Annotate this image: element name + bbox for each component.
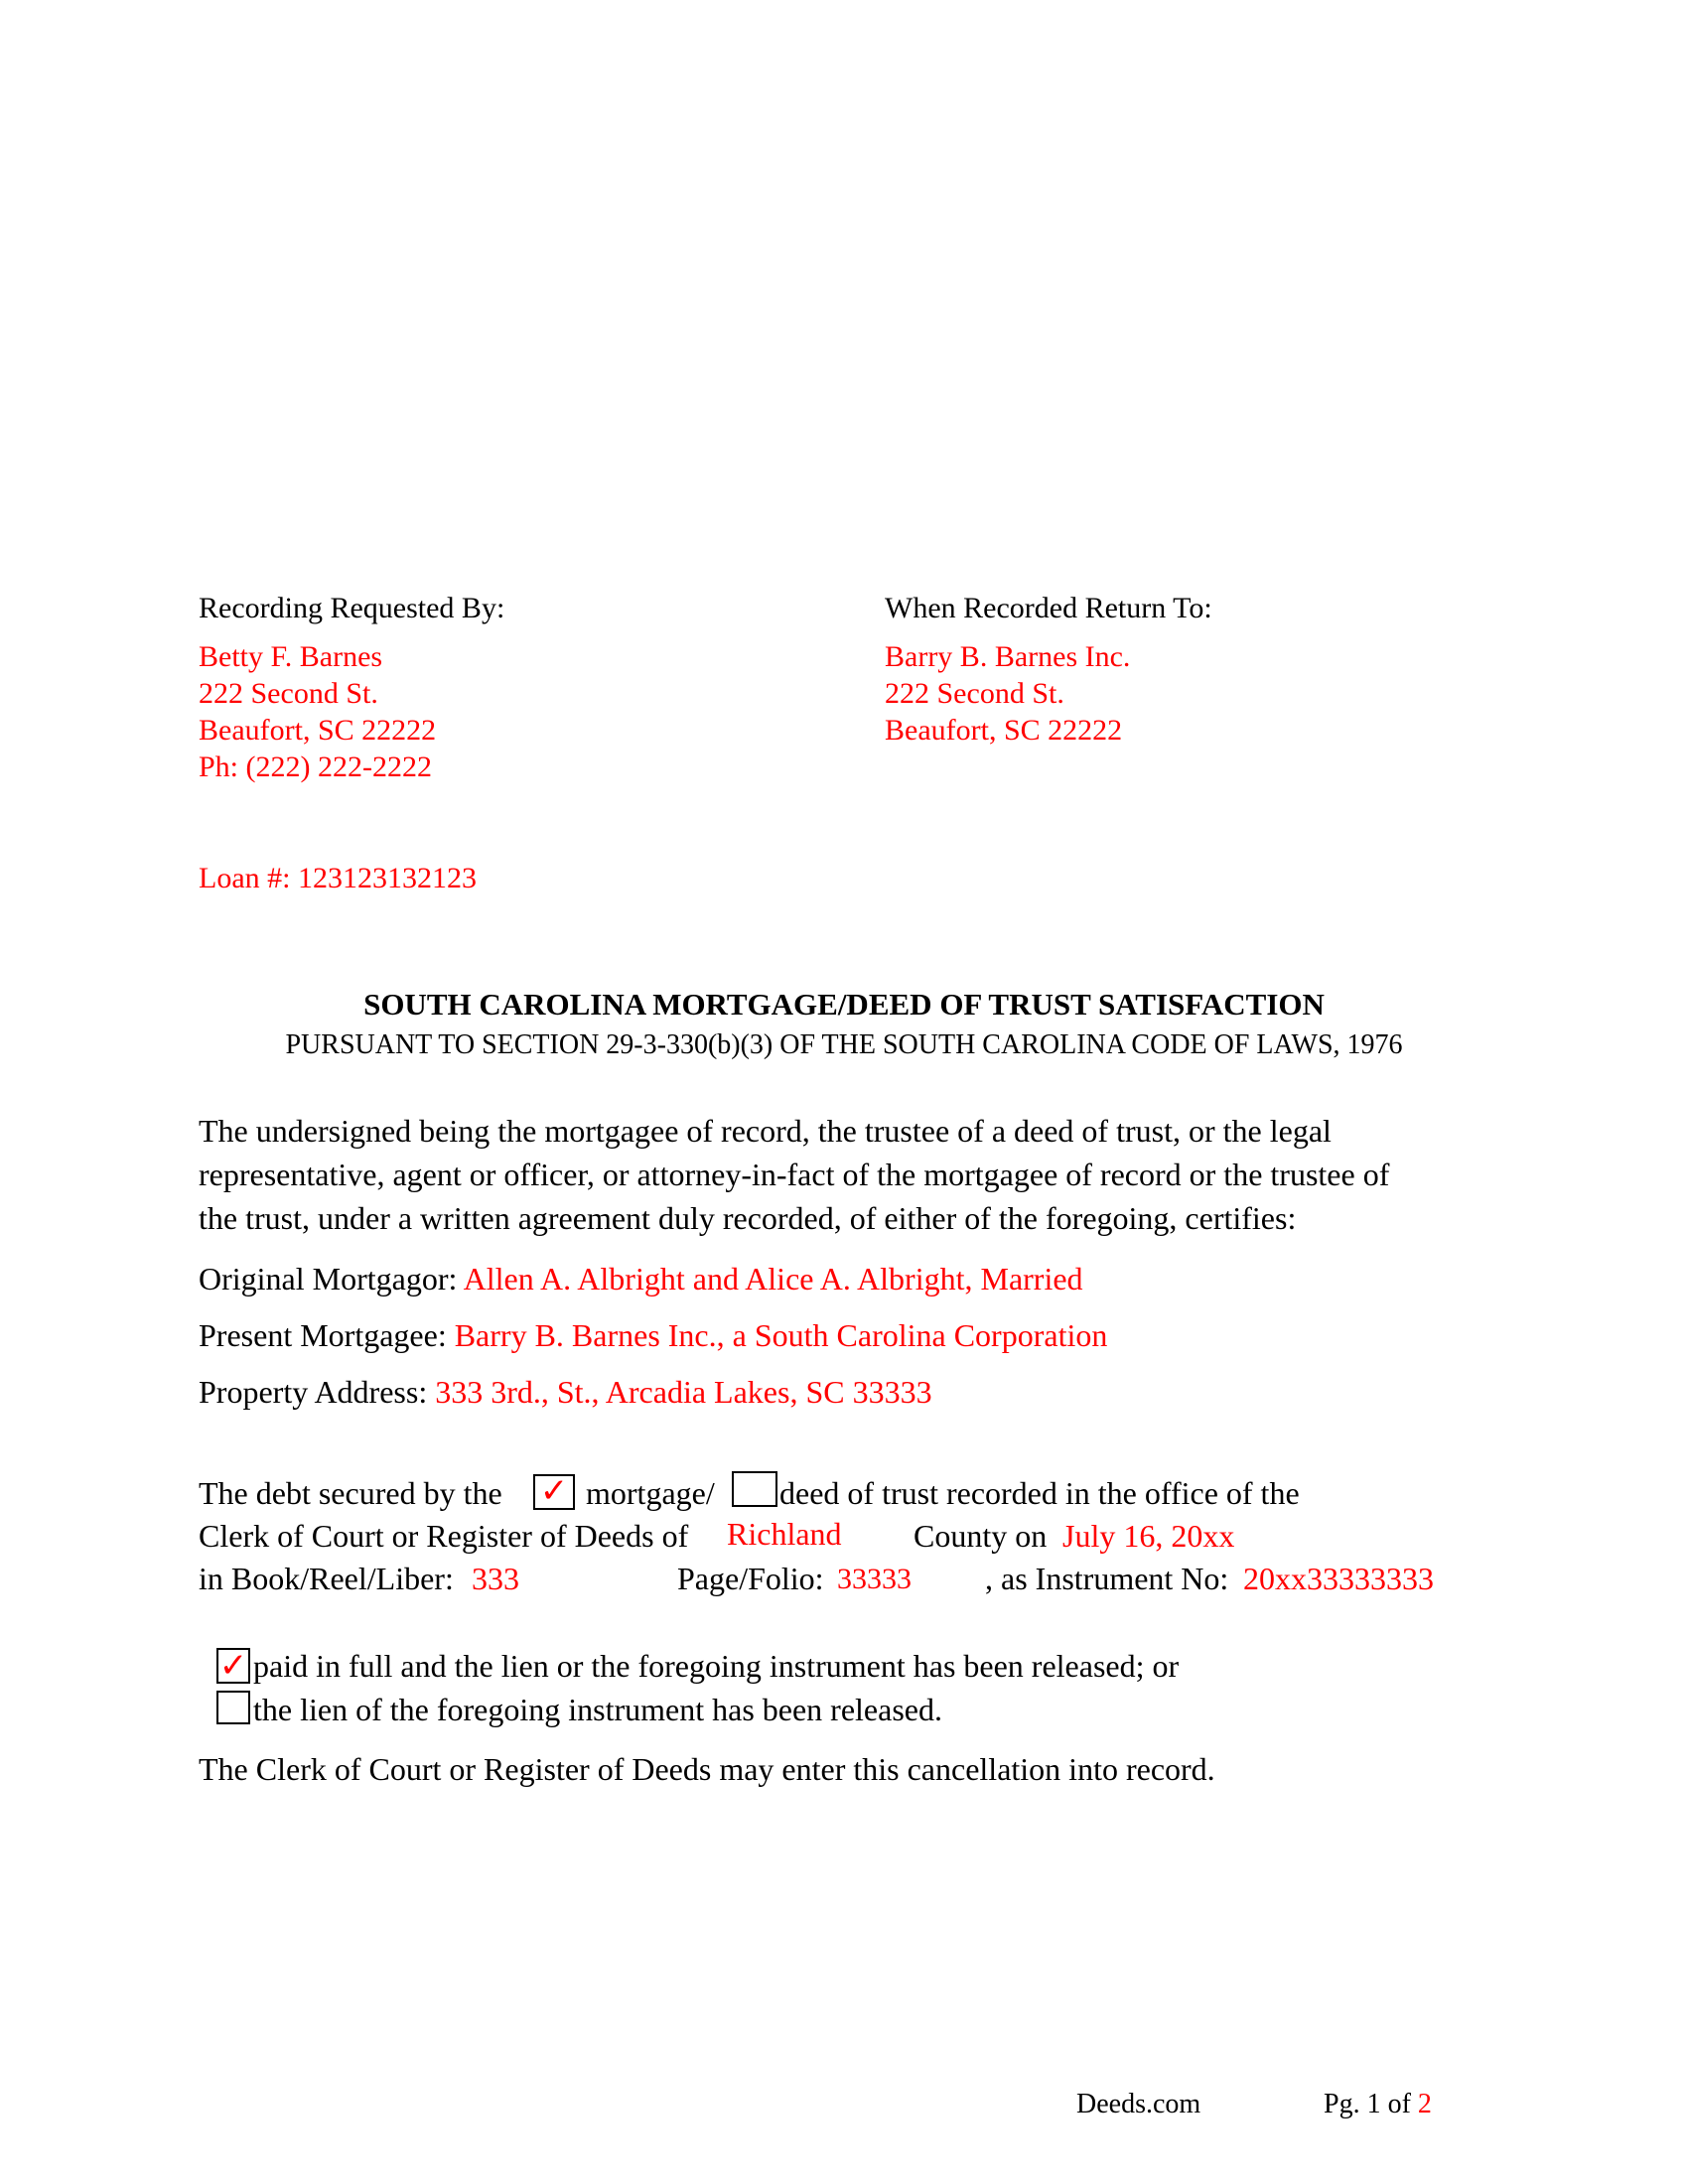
- option-paid-in-full: paid in full and the lien or the foregoing instrument has been released; or: [253, 1648, 1180, 1684]
- recorded-date-value: July 16, 20xx: [1062, 1518, 1235, 1554]
- book-label: in Book/Reel/Liber:: [199, 1561, 454, 1596]
- return-to-label: When Recorded Return To:: [885, 592, 1212, 624]
- present-mortgagee-label: Present Mortgagee:: [199, 1317, 447, 1353]
- closing-statement: The Clerk of Court or Register of Deeds may enter this cancellation into record.: [199, 1751, 1215, 1787]
- check-icon: ✓: [218, 1646, 248, 1686]
- instrument-label: , as Instrument No:: [985, 1561, 1229, 1596]
- paid-in-full-checkbox[interactable]: [216, 1648, 250, 1684]
- intro-line: The undersigned being the mortgagee of record, the trustee of a deed of trust, or the legal: [199, 1113, 1332, 1149]
- property-address-value: 333 3rd., St., Arcadia Lakes, SC 33333: [435, 1374, 932, 1410]
- deed-of-trust-checkbox[interactable]: [732, 1471, 777, 1507]
- mortgage-checkbox[interactable]: [533, 1471, 575, 1511]
- instrument-value: 20xx33333333: [1243, 1561, 1434, 1596]
- return-to-city: Beaufort, SC 22222: [885, 714, 1123, 747]
- page-label: Page/Folio:: [677, 1561, 824, 1596]
- document-subtitle: PURSUANT TO SECTION 29-3-330(b)(3) OF THE SOUTH CAROLINA CODE OF LAWS, 1976: [285, 1029, 1403, 1060]
- option-lien-released: the lien of the foregoing instrument has been released.: [253, 1692, 942, 1727]
- recording-requested-label: Recording Requested By:: [199, 592, 505, 624]
- loan-number: Loan #: 123123132123: [199, 862, 477, 894]
- page-indicator-prefix: Pg. 1 of: [1324, 2089, 1411, 2119]
- footer-site: Deeds.com: [1076, 2089, 1201, 2119]
- check-icon: ✓: [539, 1471, 569, 1511]
- present-mortgagee-row: [199, 1317, 1107, 1353]
- page-total: 2: [1417, 2089, 1432, 2119]
- requester-phone: Ph: (222) 222-2222: [199, 751, 432, 783]
- intro-line: the trust, under a written agreement duly recorded, of either of the foregoing, certifies:: [199, 1200, 1297, 1236]
- requester-name: Betty F. Barnes: [199, 640, 383, 673]
- mortgage-label: mortgage/: [586, 1475, 715, 1511]
- intro-line: representative, agent or officer, or attorney-in-fact of the mortgagee of record or the trustee of: [199, 1157, 1390, 1192]
- original-mortgagor-value: Allen A. Albright and Alice A. Albright, Married: [463, 1261, 1083, 1297]
- return-to-street: 222 Second St.: [885, 677, 1064, 710]
- document-title: SOUTH CAROLINA MORTGAGE/DEED OF TRUST SATISFACTION: [363, 987, 1325, 1022]
- county-value: Richland: [727, 1516, 842, 1552]
- page-value: 33333: [837, 1563, 912, 1595]
- original-mortgagor-row: [199, 1261, 1083, 1297]
- lien-released-checkbox[interactable]: [216, 1691, 250, 1724]
- clerk-label: Clerk of Court or Register of Deeds of: [199, 1518, 689, 1554]
- requester-street: 222 Second St.: [199, 677, 378, 710]
- page-indicator: [1324, 2089, 1432, 2120]
- return-to-name: Barry B. Barnes Inc.: [885, 640, 1131, 673]
- deed-of-trust-label: deed of trust recorded in the office of the: [779, 1475, 1300, 1511]
- debt-prefix: The debt secured by the: [199, 1475, 502, 1511]
- present-mortgagee-value: Barry B. Barnes Inc., a South Carolina Corporation: [454, 1317, 1108, 1353]
- original-mortgagor-label: Original Mortgagor:: [199, 1261, 458, 1297]
- requester-city: Beaufort, SC 22222: [199, 714, 437, 747]
- property-address-row: [199, 1374, 932, 1410]
- county-label: County on: [914, 1518, 1048, 1554]
- property-address-label: Property Address:: [199, 1374, 428, 1410]
- book-value: 333: [472, 1561, 519, 1596]
